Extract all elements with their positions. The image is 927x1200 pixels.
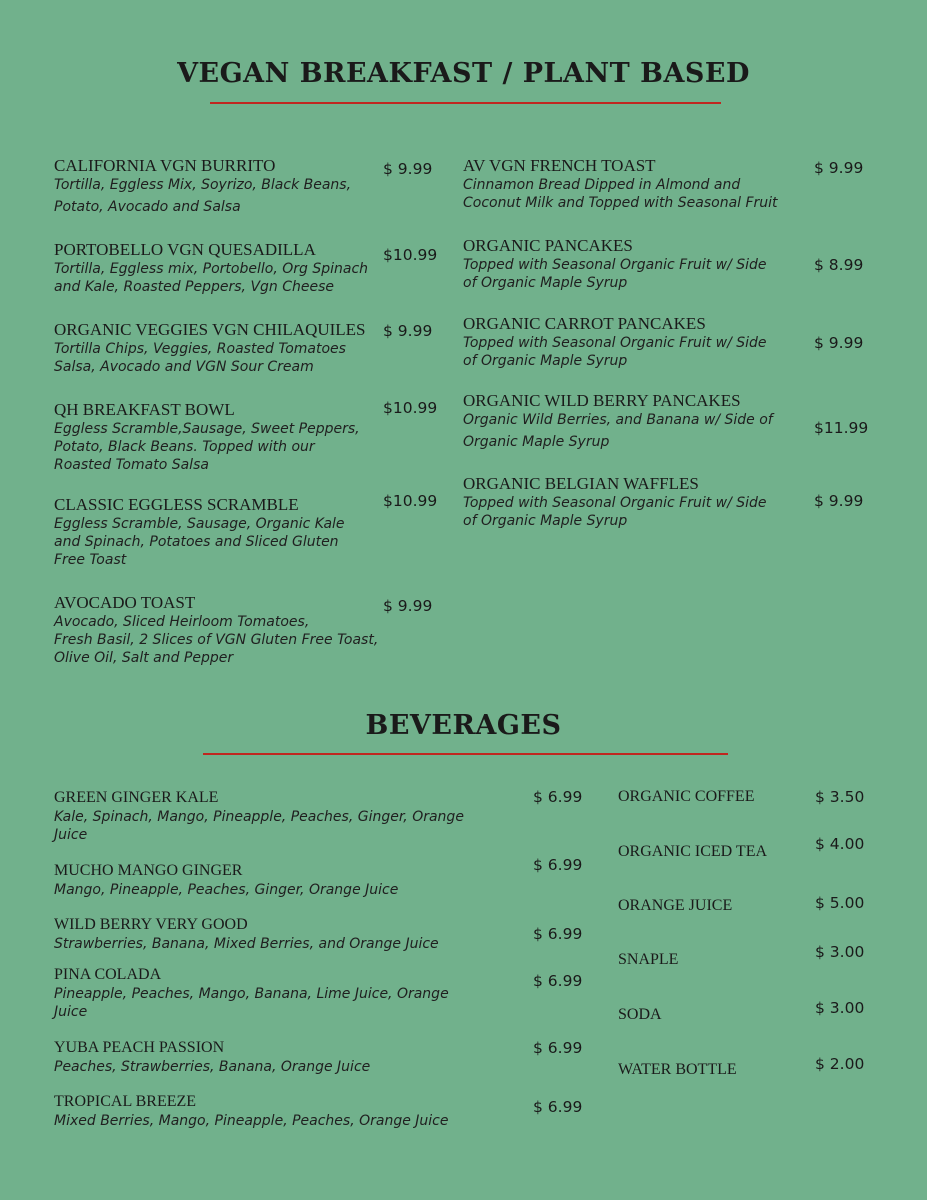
item-description: Free Toast bbox=[54, 552, 127, 568]
item-name: ORGANIC CARROT PANCAKES bbox=[463, 314, 706, 333]
item-price: $10.99 bbox=[383, 492, 438, 510]
item-description: Pineapple, Peaches, Mango, Banana, Lime Juice, Orange bbox=[54, 986, 449, 1002]
drink-name-soda: SODA bbox=[618, 1006, 662, 1023]
item-price: $ 9.99 bbox=[383, 597, 433, 615]
item-price: $10.99 bbox=[383, 246, 438, 264]
item-price: $11.99 bbox=[814, 419, 869, 437]
item-description: Topped with Seasonal Organic Fruit w/ Side bbox=[463, 495, 767, 511]
item-name: WILD BERRY VERY GOOD bbox=[54, 916, 248, 933]
beverage-item-wild-berry-very-good bbox=[54, 915, 439, 953]
item-description: of Organic Maple Syrup bbox=[463, 353, 628, 369]
item-price: $ 9.99 bbox=[383, 160, 433, 178]
menu-item-avocado-toast bbox=[54, 593, 378, 667]
menu-item-organic-belgian-waffles bbox=[463, 474, 767, 530]
item-name: AV VGN FRENCH TOAST bbox=[463, 156, 656, 175]
beverage-item-mucho-mango-ginger bbox=[54, 861, 398, 899]
item-price: $ 6.99 bbox=[533, 788, 583, 806]
item-description: of Organic Maple Syrup bbox=[463, 513, 628, 529]
breakfast-title-divider bbox=[210, 102, 721, 104]
item-price: $ 9.99 bbox=[814, 334, 864, 352]
item-description: Potato, Avocado and Salsa bbox=[54, 199, 241, 215]
item-description: of Organic Maple Syrup bbox=[463, 275, 628, 291]
drink-price: $ 3.50 bbox=[815, 788, 865, 806]
beverage-item-yuba-peach-passion bbox=[54, 1038, 370, 1076]
beverages-section-title: BEVERAGES bbox=[365, 710, 562, 741]
item-price: $ 6.99 bbox=[533, 1039, 583, 1057]
drink-name-orange-juice: ORANGE JUICE bbox=[618, 897, 733, 914]
item-description: Peaches, Strawberries, Banana, Orange Juice bbox=[54, 1059, 371, 1075]
item-description: Tortilla Chips, Veggies, Roasted Tomatoes bbox=[54, 341, 346, 357]
item-description: Topped with Seasonal Organic Fruit w/ Side bbox=[463, 257, 767, 273]
drink-price: $ 2.00 bbox=[815, 1055, 865, 1073]
item-price: $ 6.99 bbox=[533, 925, 583, 943]
drink-name-snaple: SNAPLE bbox=[618, 951, 679, 968]
item-description: Kale, Spinach, Mango, Pineapple, Peaches, Ginger, Orange bbox=[54, 809, 464, 825]
drink-price: $ 5.00 bbox=[815, 894, 865, 912]
item-name: YUBA PEACH PASSION bbox=[54, 1039, 225, 1056]
item-name: QH BREAKFAST BOWL bbox=[54, 400, 235, 419]
item-description: Eggless Scramble, Sausage, Organic Kale bbox=[54, 516, 345, 532]
menu-item-organic-veggies-vgn-chilaquiles bbox=[54, 320, 366, 376]
item-description: Tortilla, Eggless Mix, Soyrizo, Black Beans, bbox=[54, 177, 352, 193]
item-name: GREEN GINGER KALE bbox=[54, 789, 219, 806]
item-description: Eggless Scramble,Sausage, Sweet Peppers, bbox=[54, 421, 360, 437]
item-name: CALIFORNIA VGN BURRITO bbox=[54, 156, 276, 175]
item-price: $ 8.99 bbox=[814, 256, 864, 274]
item-name: MUCHO MANGO GINGER bbox=[54, 862, 243, 879]
item-description: Fresh Basil, 2 Slices of VGN Gluten Free Toast, bbox=[54, 632, 379, 648]
item-description: Salsa, Avocado and VGN Sour Cream bbox=[54, 359, 314, 375]
menu-item-california-vgn-burrito bbox=[54, 156, 351, 216]
breakfast-section-title: VEGAN BREAKFAST / PLANT BASED bbox=[177, 58, 750, 89]
menu-item-qh-breakfast-bowl bbox=[54, 400, 360, 474]
item-description: Coconut Milk and Topped with Seasonal Fruit bbox=[463, 195, 778, 211]
beverage-item-green-ginger-kale bbox=[54, 788, 464, 844]
beverage-item-pina-colada bbox=[54, 965, 449, 1021]
item-description: Juice bbox=[54, 827, 88, 843]
item-name: ORGANIC BELGIAN WAFFLES bbox=[463, 474, 699, 493]
item-name: AVOCADO TOAST bbox=[54, 593, 196, 612]
beverages-title-divider bbox=[203, 753, 728, 755]
menu-item-organic-carrot-pancakes bbox=[463, 314, 767, 370]
item-description: Tortilla, Eggless mix, Portobello, Org Spinach bbox=[54, 261, 369, 277]
beverage-item-tropical-breeze bbox=[54, 1092, 448, 1130]
item-description: and Spinach, Potatoes and Sliced Gluten bbox=[54, 534, 339, 550]
item-description: Olive Oil, Salt and Pepper bbox=[54, 650, 234, 666]
item-name: TROPICAL BREEZE bbox=[54, 1093, 197, 1110]
drink-price: $ 3.00 bbox=[815, 943, 865, 961]
item-price: $ 9.99 bbox=[814, 159, 864, 177]
item-price: $10.99 bbox=[383, 399, 438, 417]
item-description: Organic Maple Syrup bbox=[463, 434, 610, 450]
item-price: $ 6.99 bbox=[533, 1098, 583, 1116]
item-description: Topped with Seasonal Organic Fruit w/ Side bbox=[463, 335, 767, 351]
item-name: CLASSIC EGGLESS SCRAMBLE bbox=[54, 495, 299, 514]
item-description: Avocado, Sliced Heirloom Tomatoes, bbox=[54, 614, 310, 630]
drink-price: $ 4.00 bbox=[815, 835, 865, 853]
menu-item-organic-pancakes bbox=[463, 236, 767, 292]
menu-item-organic-wild-berry-pancakes bbox=[463, 391, 773, 451]
drink-name-water-bottle: WATER BOTTLE bbox=[618, 1061, 737, 1078]
item-name: ORGANIC PANCAKES bbox=[463, 236, 633, 255]
item-description: Juice bbox=[54, 1004, 88, 1020]
drink-price: $ 3.00 bbox=[815, 999, 865, 1017]
menu-item-classic-eggless-scramble bbox=[54, 495, 345, 569]
drink-name-organic-iced-tea: ORGANIC ICED TEA bbox=[618, 843, 768, 860]
menu-item-portobello-vgn-quesadilla bbox=[54, 240, 368, 296]
item-description: Organic Wild Berries, and Banana w/ Side of bbox=[463, 412, 773, 428]
item-description: Cinnamon Bread Dipped in Almond and bbox=[463, 177, 741, 193]
item-description: Potato, Black Beans. Topped with our bbox=[54, 439, 315, 455]
item-name: PINA COLADA bbox=[54, 966, 162, 983]
item-name: ORGANIC WILD BERRY PANCAKES bbox=[463, 391, 741, 410]
item-price: $ 9.99 bbox=[383, 322, 433, 340]
drink-name-organic-coffee: ORGANIC COFFEE bbox=[618, 788, 755, 805]
item-description: Roasted Tomato Salsa bbox=[54, 457, 209, 473]
item-description: Mango, Pineapple, Peaches, Ginger, Orange Juice bbox=[54, 882, 399, 898]
item-name: ORGANIC VEGGIES VGN CHILAQUILES bbox=[54, 320, 366, 339]
item-name: PORTOBELLO VGN QUESADILLA bbox=[54, 240, 316, 259]
item-description: Strawberries, Banana, Mixed Berries, and Orange Juice bbox=[54, 936, 439, 952]
item-description: and Kale, Roasted Peppers, Vgn Cheese bbox=[54, 279, 335, 295]
item-price: $ 9.99 bbox=[814, 492, 864, 510]
item-price: $ 6.99 bbox=[533, 972, 583, 990]
item-price: $ 6.99 bbox=[533, 856, 583, 874]
menu-item-av-vgn-french-toast bbox=[463, 156, 778, 212]
item-description: Mixed Berries, Mango, Pineapple, Peaches, Orange Juice bbox=[54, 1113, 449, 1129]
